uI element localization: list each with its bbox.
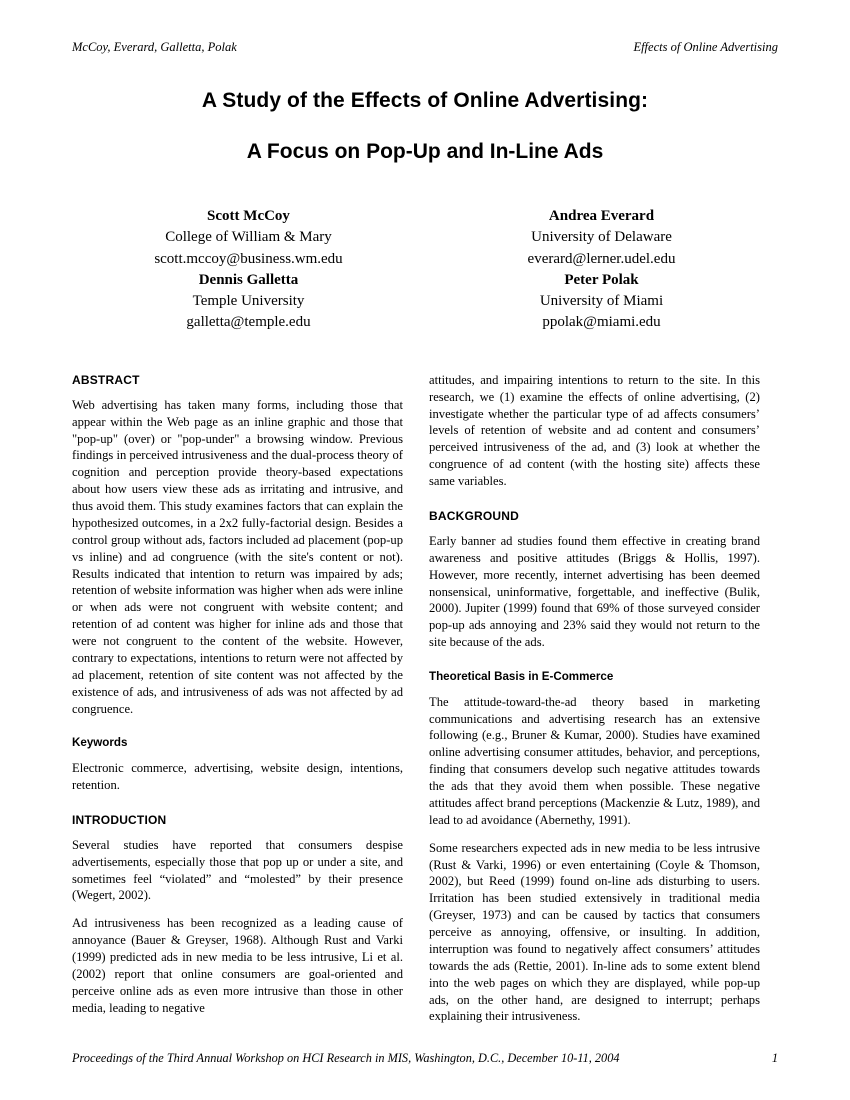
author-affiliation: College of William & Mary — [165, 229, 332, 246]
background-heading: BACKGROUND — [429, 508, 519, 523]
footer-proceedings-text: Proceedings of the Third Annual Workshop on HCI Research in MIS, Washington, D.C., December 10-11, 2004 — [72, 1051, 620, 1065]
author-email: galletta@temple.edu — [186, 314, 311, 331]
author-column-right — [425, 206, 778, 334]
author-affiliation: University of Delaware — [531, 229, 672, 246]
abstract-paragraph: Web advertising has taken many forms, including those that appear within the Web page as an inline graphic and those that "pop-up" (over) or "pop-under" a browsing window. Previous findings in perceived intrusiveness and the dual-process theory of cognition and perception provide theory-based expectations about how users view these ads as irritating and intrusive, and thus avoid them. This study examines factors that can explain the hypothesized outcomes, in a 2x2 fully-factorial design. Besides a control group without ads, factors included ad placement (pop-up vs inline) and ad congruence (with the site's content or not). Results indicated that intention to return was impaired by ads; retention of website information was higher when ads were inline or when ads were not congruent with website content; and retention of ad content was higher for inline ads and those that were not congruent to the content of the website. However, contrary to expectations, intentions to return were not affected by ad placement, retention of site content was not affected by the existence of ads, and intrusiveness of ads was not affected by ad congruence. — [72, 397, 403, 716]
paper-title — [72, 89, 778, 164]
author-name: Andrea Everard — [548, 208, 655, 224]
abstract-heading: ABSTRACT — [72, 372, 140, 387]
theoretical-basis-paragraph-1: The attitude-toward-the-ad theory based in marketing communications and advertising research has an extensive following (e.g., Bruner & Kumar, 2000). Studies have examined online advertising consumer attitudes, behavior, and perceptions, finding that consumers develop such negative attitudes towards the ads that they avoid them when possible. These negative attitudes affect brand perceptions (Mackenzie & Lutz, 1989), and lead to ad avoidance (Abernethy, 1991). — [429, 694, 760, 827]
theoretical-basis-heading: Theoretical Basis in E-Commerce — [429, 670, 614, 684]
body-columns — [72, 372, 778, 1025]
running-head-authors: McCoy, Everard, Galletta, Polak — [72, 40, 237, 54]
page-number: 1 — [771, 1051, 778, 1065]
author-email: scott.mccoy@business.wm.edu — [154, 250, 343, 267]
column-left — [72, 372, 403, 1025]
introduction-paragraph-2: Ad intrusiveness has been recognized as a leading cause of annoyance (Bauer & Greyser, 1968). Although Rust and Varki (1999) predicted ads in new media to be less intrusive, Li et al. (2002) report that online consumers are goal-oriented and perceive online ads as even more intrusive than those in other media, leading to negative — [72, 916, 403, 1015]
author-email: ppolak@miami.edu — [542, 314, 661, 331]
page-footer — [72, 1051, 778, 1066]
author-name: Scott McCoy — [207, 208, 290, 224]
author-email: everard@lerner.udel.edu — [527, 250, 676, 267]
running-head-title: Effects of Online Advertising — [633, 40, 778, 54]
introduction-paragraph-1: Several studies have reported that consumers despise advertisements, especially those that pop up or under a site, and sometimes feel “violated” and “molested” by their presence (Wegert, 2002). — [72, 837, 403, 903]
title-line-2: A Focus on Pop-Up and In-Line Ads — [246, 140, 604, 163]
author-block — [72, 206, 778, 334]
introduction-paragraph-3: attitudes, and impairing intentions to return to the site. In this research, we (1) examine the effects of online advertising, (2) investigate whether the particular type of ad affects consumers’ levels of retention of website and ad content and consumers’ perceived intrusiveness of the ad, and (3) look at whether the congruence of ad content (with the hosting site) affects these same variables. — [429, 372, 760, 489]
author-affiliation: University of Miami — [539, 293, 664, 310]
theoretical-basis-paragraph-2: Some researchers expected ads in new media to be less intrusive (Rust & Varki, 1996) or even entertaining (Coyle & Thomson, 2002), but Reed (1999) found on-line ads disturbing to users. Irritation has been studied extensively in traditional media (Greyser, 1973) and can be caused by tactics that consumers perceive as annoying, offensive, or insulting. In addition, interruption was found to negatively affect consumers’ attitudes towards the ads (Rettie, 2001). In-line ads to some extent blend into the web pages on which they are displayed, while pop-up ads, on the other hand, are designed to interrupt; perhaps explaining their intrusiveness. — [429, 840, 760, 1024]
author-affiliation: Temple University — [192, 293, 305, 310]
author-name: Peter Polak — [564, 271, 639, 288]
keywords-paragraph: Electronic commerce, advertising, website design, intentions, retention. — [72, 761, 403, 792]
background-paragraph-1: Early banner ad studies found them effective in creating brand awareness and positive attitudes (Briggs & Hollis, 1997). However, more recently, internet advertising has been deemed nonsensical, uninformative, forgettable, and ineffective (Bulik, 2000). Jupiter (1999) found that 69% of those surveyed consider pop-up ads annoying and 23% said they would not return to the site because of the ads. — [429, 533, 760, 650]
column-right — [429, 372, 760, 1025]
author-column-left — [72, 206, 425, 334]
title-line-1: A Study of the Effects of Online Advertising: — [201, 89, 649, 112]
running-head — [72, 40, 778, 59]
keywords-heading: Keywords — [72, 736, 128, 750]
author-name: Dennis Galletta — [198, 271, 299, 288]
introduction-heading: INTRODUCTION — [72, 812, 167, 827]
